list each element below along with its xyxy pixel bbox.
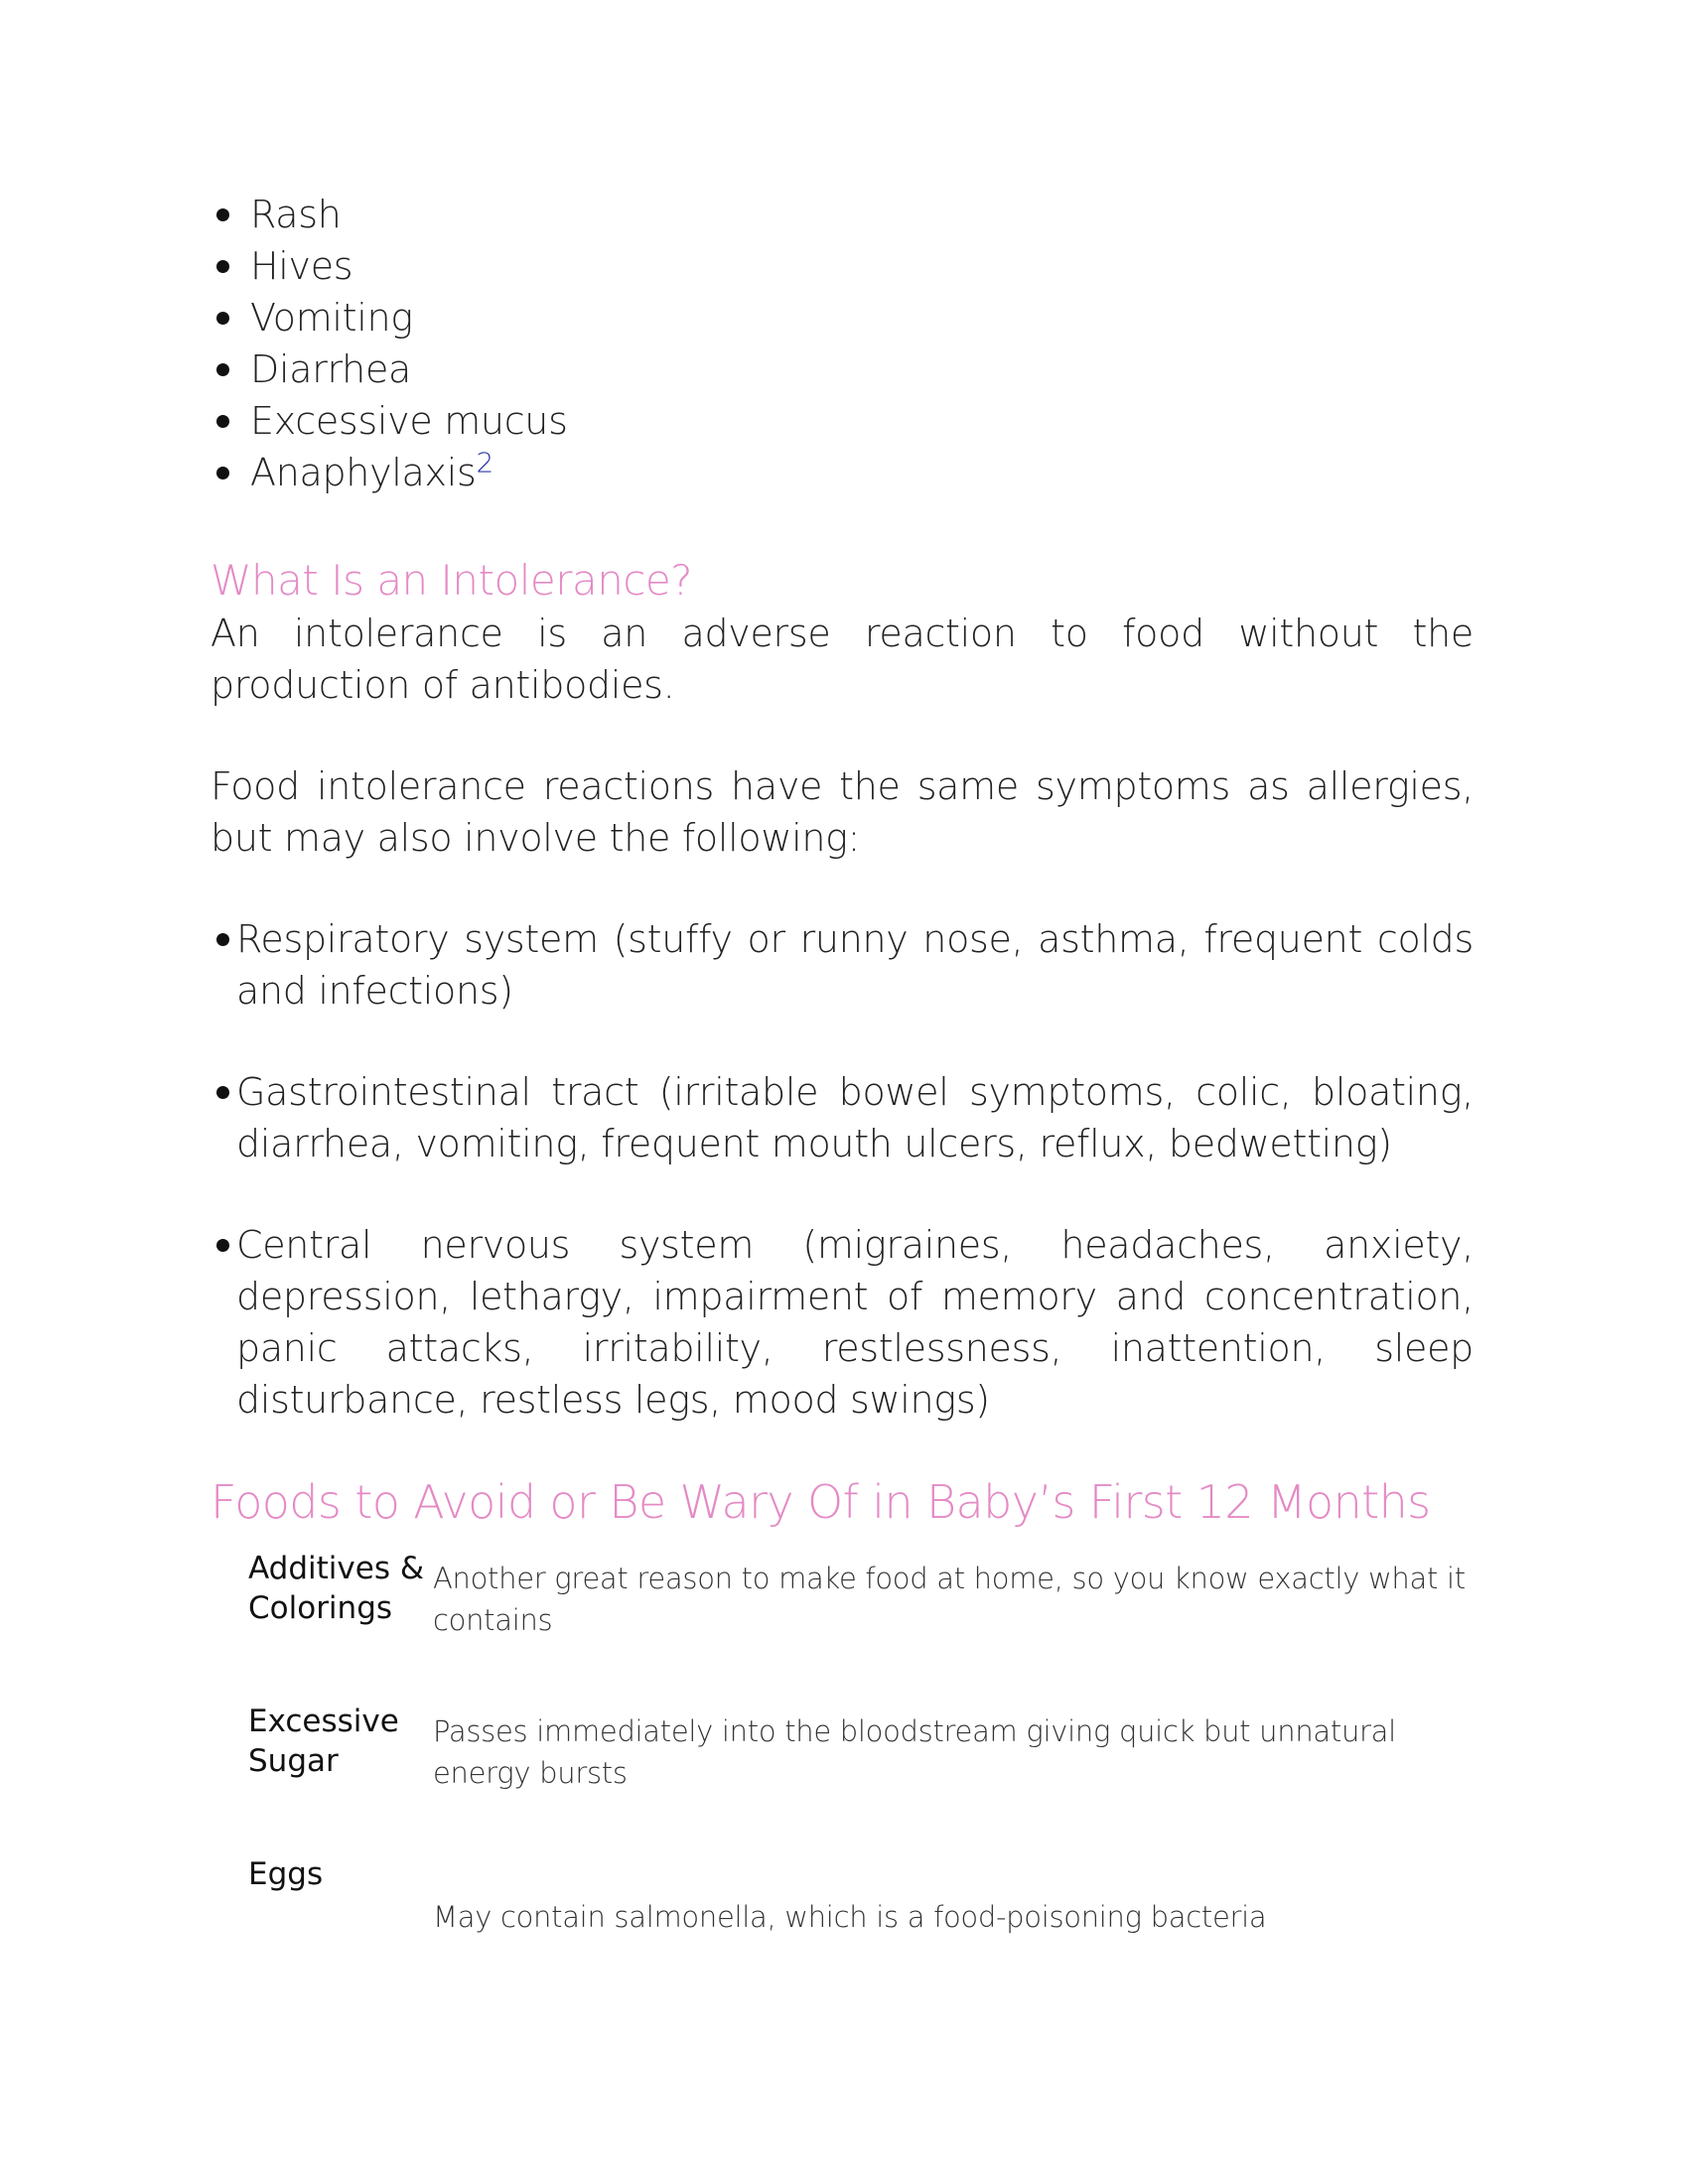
symptom-label: Hives xyxy=(250,244,353,288)
system-text: Gastrointestinal tract (irritable bowel symptoms, colic, bloating, diarrhea, vomiting, frequent mouth ulcers, reflux, bedwetting) xyxy=(236,1070,1474,1165)
symptom-label: Rash xyxy=(250,193,342,236)
list-item xyxy=(211,1066,1474,1169)
system-text: Respiratory system (stuffy or runny nose, asthma, frequent colds and infections) xyxy=(236,917,1474,1013)
foods-heading: Foods to Avoid or Be Wary Of in Baby’s First 12 Months xyxy=(211,1475,1431,1529)
bullet-icon xyxy=(216,1086,229,1099)
bullet-icon xyxy=(216,933,229,946)
allergy-symptom-list xyxy=(211,189,1474,498)
food-name: Excessive Sugar xyxy=(248,1704,399,1779)
list-item xyxy=(211,913,1474,1017)
system-text: Central nervous system (migraines, headaches, anxiety, depression, lethargy, impairment of memory and concentration, panic attacks, irritability, restlessness, inattention, sleep disturbance, restless legs, mood swings) xyxy=(236,1223,1474,1422)
footnote-link[interactable]: 2 xyxy=(476,446,493,479)
list-item xyxy=(211,343,1474,395)
list-item xyxy=(211,447,1474,498)
intolerance-heading: What Is an Intolerance? xyxy=(211,556,693,605)
list-item xyxy=(211,189,1474,240)
symptom-label: Anaphylaxis xyxy=(250,451,477,494)
symptom-label: Diarrhea xyxy=(250,347,412,391)
intolerance-system-list xyxy=(211,913,1474,1426)
document-page xyxy=(211,189,1474,1938)
food-description: Another great reason to make food at home, so you know exactly what it contains xyxy=(433,1562,1466,1637)
food-description: Passes immediately into the bloodstream giving quick but unnatural energy bursts xyxy=(433,1714,1396,1790)
food-name: Additives & Colorings xyxy=(248,1551,424,1626)
foods-table xyxy=(248,1545,1474,1938)
table-row xyxy=(248,1545,1474,1654)
table-row xyxy=(248,1850,1474,1938)
symptom-label: Vomiting xyxy=(250,296,413,340)
table-row xyxy=(248,1698,1474,1807)
food-name: Eggs xyxy=(248,1856,324,1892)
intolerance-intro: Food intolerance reactions have the same symptoms as allergies, but may also involve the following: xyxy=(211,764,1474,860)
food-description: May contain salmonella, which is a food-poisoning bacteria xyxy=(433,1900,1267,1934)
intolerance-definition: An intolerance is an adverse reaction to food without the production of antibodies. xyxy=(211,612,1474,707)
list-item xyxy=(211,240,1474,292)
list-item xyxy=(211,395,1474,447)
symptom-label: Excessive mucus xyxy=(250,399,568,443)
list-item xyxy=(211,1219,1474,1426)
bullet-icon xyxy=(216,1239,229,1252)
list-item xyxy=(211,292,1474,343)
